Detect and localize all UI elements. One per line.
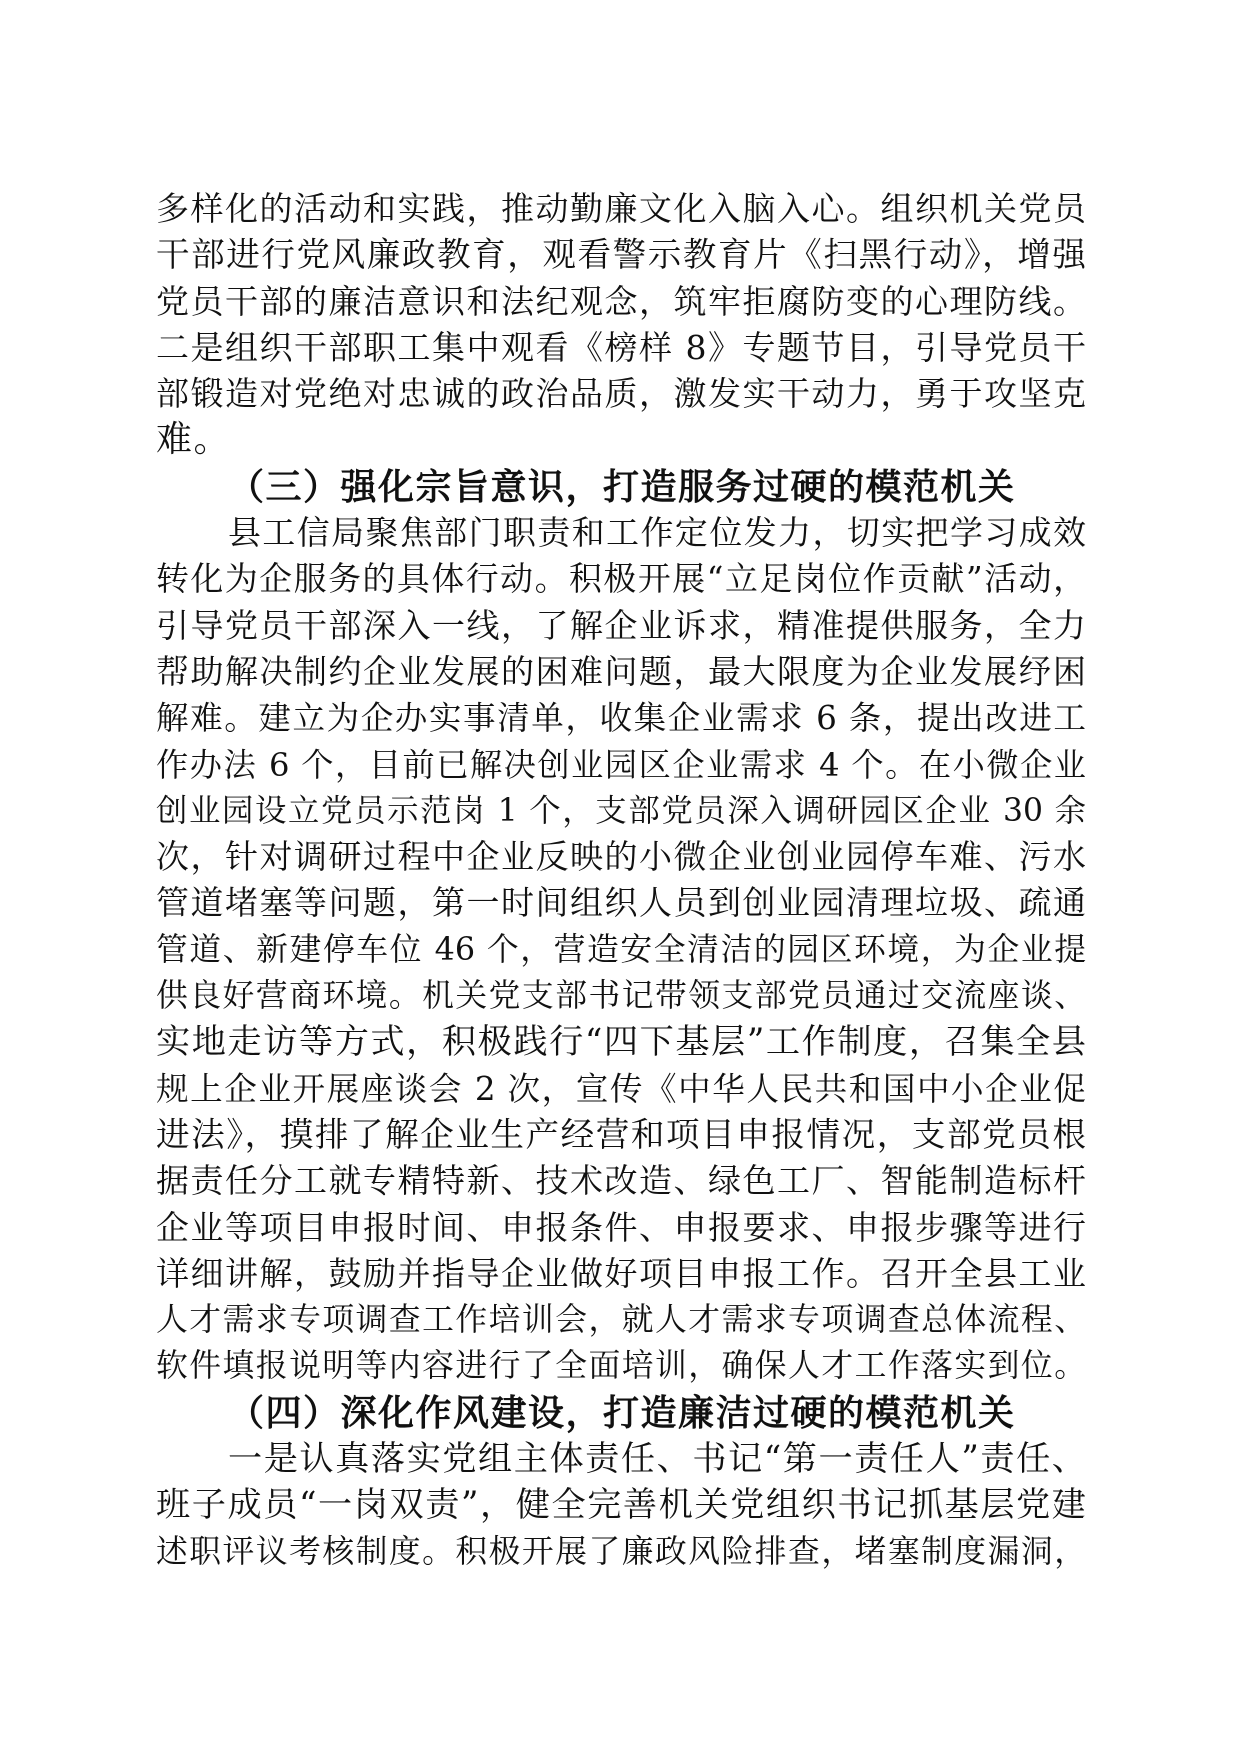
document-body: [156, 186, 1086, 1575]
paragraph-start: 一是认真落实党组主体责任、书记“第一责任人”责任、: [228, 1439, 1086, 1480]
section-heading-3: （三）强化宗旨意识，打造服务过硬的模范机关: [228, 465, 1016, 508]
text-line: 引导党员干部深入一线，了解企业诉求，精准提供服务，全力: [156, 605, 1086, 645]
text-line: 管道堵塞等问题，第一时间组织人员到创业园清理垃圾、疏通: [156, 883, 1086, 923]
paragraph-start: 县工信局聚焦部门职责和工作定位发力，切实把学习成效: [228, 513, 1086, 553]
text-line: 软件填报说明等内容进行了全面培训，确保人才工作落实到位。: [156, 1347, 1086, 1385]
text-line: 部锻造对党绝对忠诚的政治品质，激发实干动力，勇于攻坚克: [156, 374, 1086, 414]
text-line: 多样化的活动和实践，推动勤廉文化入脑入心。组织机关党员: [156, 189, 1086, 228]
text-line: 难。: [156, 419, 232, 461]
text-line: 班子成员“一岗双责”，健全完善机关党组织书记抓基层党建: [156, 1485, 1086, 1526]
text-line: 转化为企服务的具体行动。积极开展“立足岗位作贡献”活动，: [156, 559, 1086, 599]
text-line: 作办法 6 个，目前已解决创业园区企业需求 4 个。在小微企业: [156, 745, 1086, 784]
text-line: 人才需求专项调查工作培训会，就人才需求专项调查总体流程、: [156, 1301, 1086, 1339]
text-line: 创业园设立党员示范岗 1 个，支部党员深入调研园区企业 30 余: [156, 792, 1086, 829]
text-line: 进法》，摸排了解企业生产经营和项目申报情况，支部党员根: [156, 1114, 1086, 1154]
text-line: 党员干部的廉洁意识和法纪观念，筑牢拒腐防变的心理防线。: [156, 281, 1086, 321]
text-line: 详细讲解，鼓励并指导企业做好项目申报工作。召开全县工业: [156, 1253, 1086, 1293]
text-line: 次，针对调研过程中企业反映的小微企业创业园停车难、污水: [156, 837, 1086, 877]
text-line: 干部进行党风廉政教育，观看警示教育片《扫黑行动》，增强: [156, 235, 1086, 275]
text-line: 二是组织干部职工集中观看《榜样 8》专题节目，引导党员干: [156, 327, 1086, 367]
section-heading-4: （四）深化作风建设，打造廉洁过硬的模范机关: [228, 1391, 1016, 1434]
text-line: 述职评议考核制度。积极开展了廉政风险排查，堵塞制度漏洞，: [156, 1532, 1086, 1570]
text-line: 据责任分工就专精特新、技术改造、绿色工厂、智能制造标杆: [156, 1161, 1086, 1201]
text-line: 管道、新建停车位 46 个，营造安全清洁的园区环境，为企业提: [156, 930, 1086, 968]
text-line: 企业等项目申报时间、申报条件、申报要求、申报步骤等进行: [156, 1207, 1086, 1247]
text-line: 规上企业开展座谈会 2 次，宣传《中华人民共和国中小企业促: [156, 1069, 1086, 1108]
text-line: 供良好营商环境。机关党支部书记带领支部党员通过交流座谈、: [156, 977, 1086, 1015]
text-line: 帮助解决制约企业发展的困难问题，最大限度为企业发展纾困: [156, 651, 1086, 691]
text-line: 解难。建立为企办实事清单，收集企业需求 6 条，提出改进工: [156, 699, 1086, 738]
text-line: 实地走访等方式，积极践行“四下基层”工作制度，召集全县: [156, 1022, 1086, 1063]
